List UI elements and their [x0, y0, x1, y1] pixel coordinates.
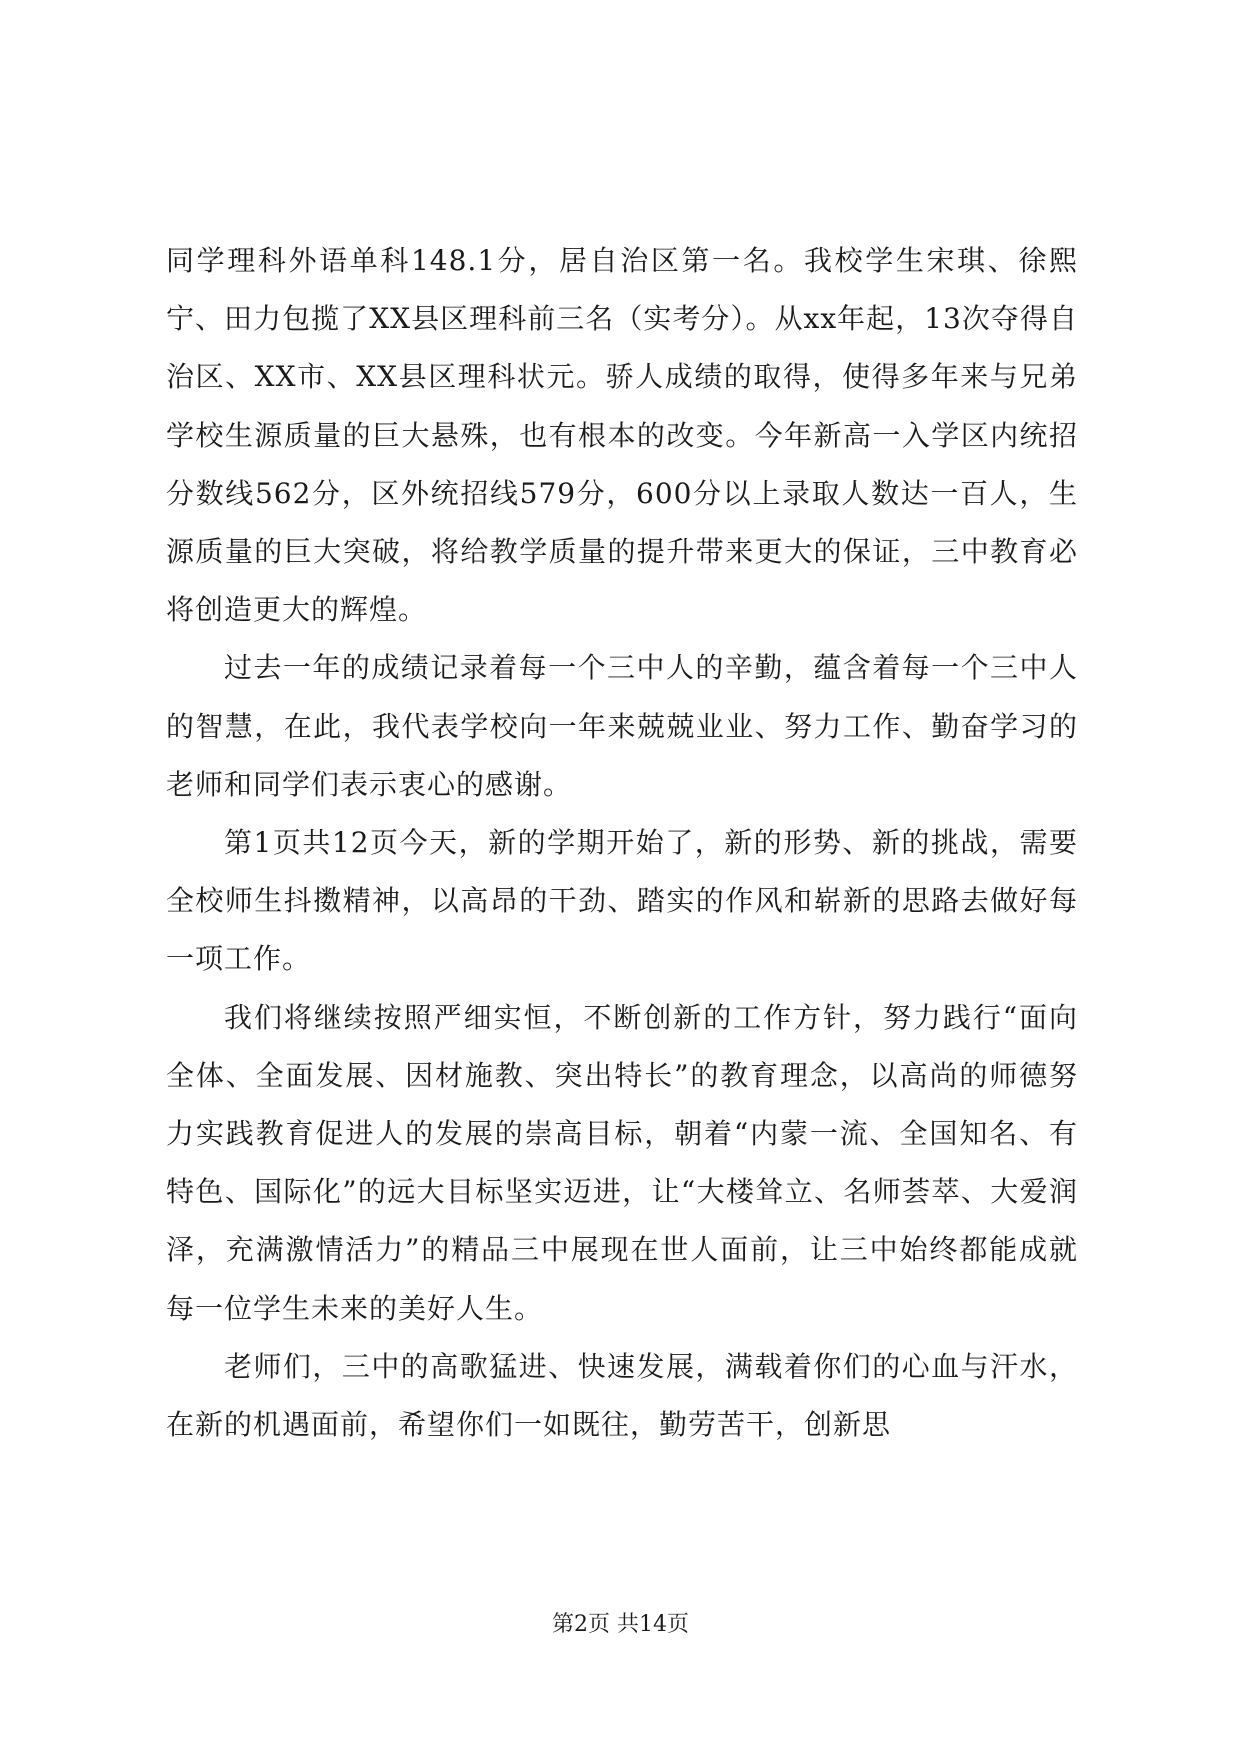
paragraph-1: 同学理科外语单科148.1分，居自治区第一名。我校学生宋琪、徐熙宁、田力包揽了XX县区理科前三名（实考分）。从xx年起，13次夺得自治区、XX市、XX县区理科状元。骄人成绩的取得，使得多年来与兄弟学校生源质量的巨大悬殊，也有根本的改变。今年新高一入学区内统招分数线562分，区外统招线579分，600分以上录取人数达一百人，生源质量的巨大突破，将给教学质量的提升带来更大的保证，三中教育必将创造更大的辉煌。 — [166, 244, 1078, 627]
document-body — [166, 232, 1078, 1454]
page-number: 第2页 共14页 — [552, 1612, 689, 1637]
paragraph-4: 我们将继续按照严细实恒，不断创新的工作方针，努力践行“面向全体、全面发展、因材施教、突出特长”的教育理念，以高尚的师德努力实践教育促进人的发展的崇高目标，朝着“内蒙一流、全国知名、有特色、国际化”的远大目标坚实迈进，让“大楼耸立、名师荟萃、大爱润泽，充满激情活力”的精品三中展现在世人面前，让三中始终都能成就每一位学生未来的美好人生。 — [166, 1000, 1078, 1325]
paragraph-2: 过去一年的成绩记录着每一个三中人的辛勤，蕴含着每一个三中人的智慧，在此，我代表学校向一年来兢兢业业、努力工作、勤奋学习的老师和同学们表示衷心的感谢。 — [166, 651, 1078, 801]
page-footer — [0, 1610, 1241, 1640]
paragraph-5: 老师们，三中的高歌猛进、快速发展，满载着你们的心血与汗水，在新的机遇面前，希望你们一如既往，勤劳苦干，创新思 — [166, 1349, 1078, 1442]
paragraph-3: 第1页共12页今天，新的学期开始了，新的形势、新的挑战，需要全校师生抖擞精神，以高昂的干劲、踏实的作风和崭新的思路去做好每一项工作。 — [166, 826, 1078, 976]
